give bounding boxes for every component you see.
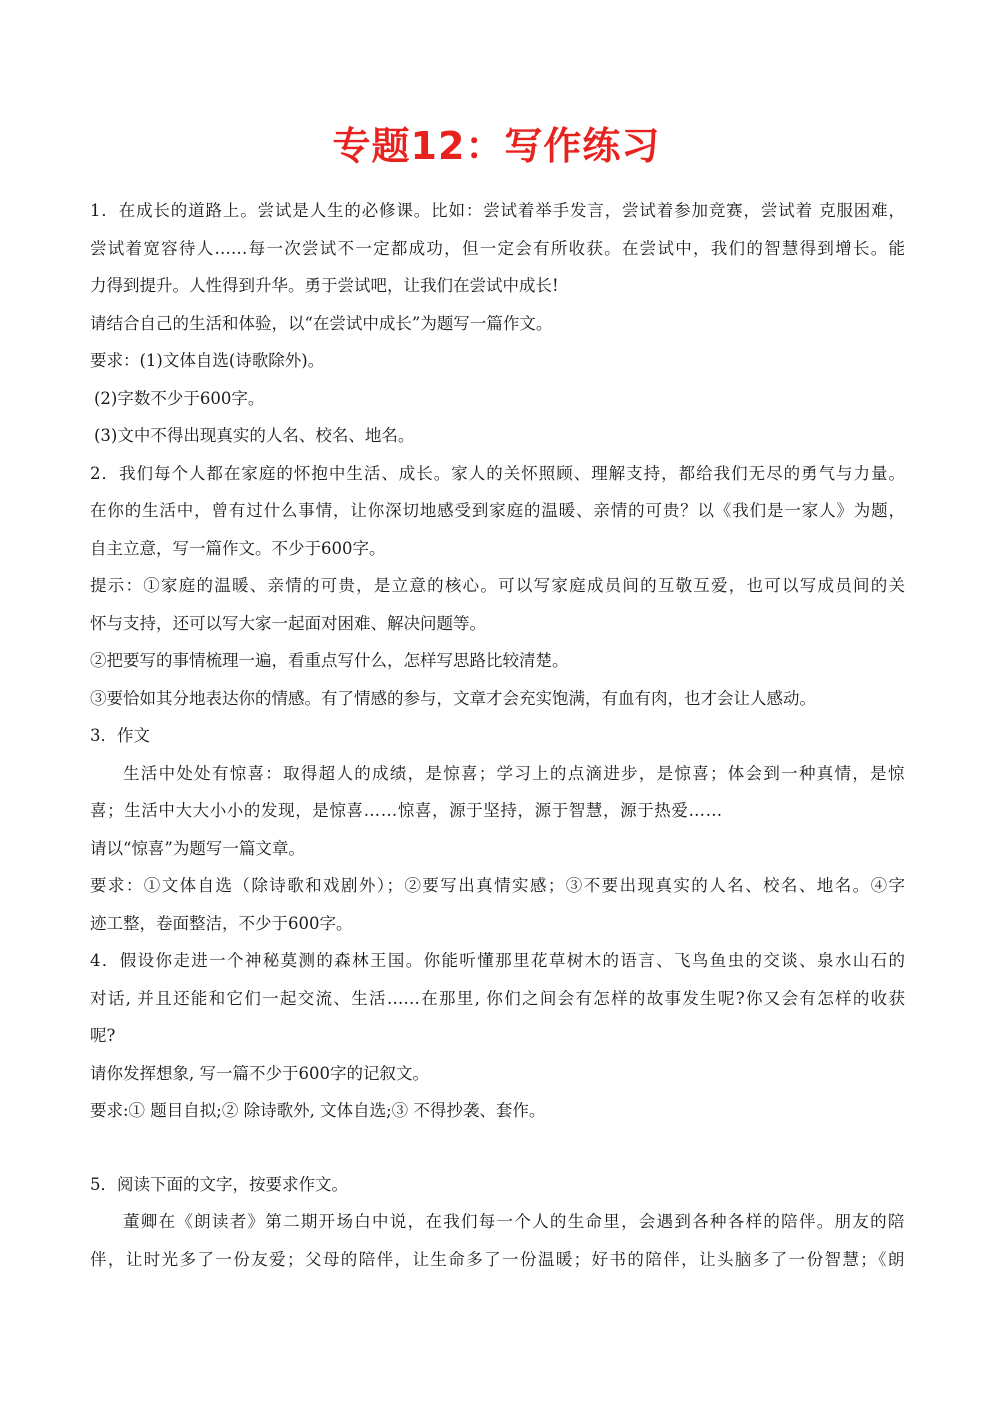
- q2-tip-1-line-2: 怀与支持，还可以写大家一起面对困难、解决问题等。: [90, 613, 486, 633]
- q3-text-line-2: 喜；生活中大大小小的发现，是惊喜……惊喜，源于坚持，源于智慧，源于热爱……: [90, 801, 723, 820]
- q5-text-line-1: 董卿在《朗读者》第二期开场白中说，在我们每一个人的生命里，会遇到各种各样的陪伴。朋友的陪: [123, 1212, 905, 1231]
- q2-text-line-3: 自主立意，写一篇作文。不少于600字。: [90, 538, 386, 558]
- q1-text-line-1: 1．在成长的道路上。尝试是人生的必修课。比如：尝试着举手发言，尝试着参加竞赛，尝试着 克服困难，: [90, 201, 905, 220]
- question-2: [90, 455, 905, 718]
- q3-requirement-line-1: 要求：①文体自选（除诗歌和戏剧外）；②要写出真情实感；③不要出现真实的人名、校名、地名。④字: [90, 876, 905, 895]
- q2-tip-3: ③要恰如其分地表达你的情感。有了情感的参与，文章才会充实饱满，有血有肉，也才会让人感动。: [90, 688, 816, 708]
- question-3: [90, 717, 905, 942]
- q1-prompt: 请结合自己的生活和体验，以“在尝试中成长”为题写一篇作文。: [90, 313, 553, 333]
- q4-requirement: 要求:① 题目自拟;② 除诗歌外, 文体自选;③ 不得抄袭、套作。: [90, 1101, 546, 1120]
- q4-text-line-1: 4．假设你走进一个神秘莫测的森林王国。你能听懂那里花草树木的语言、飞鸟鱼虫的交谈、泉水山石的: [90, 951, 905, 970]
- q1-requirement-2: (2)字数不少于600字。: [94, 388, 265, 408]
- q4-prompt: 请你发挥想象, 写一篇不少于600字的记叙文。: [90, 1063, 429, 1083]
- q3-heading: 3．作文: [90, 726, 150, 745]
- question-4: [90, 942, 905, 1130]
- q1-requirement-1: 要求：(1)文体自选(诗歌除外)。: [90, 351, 325, 370]
- q3-requirement-line-2: 迹工整，卷面整洁，不少于600字。: [90, 913, 353, 933]
- q2-tip-2: ②把要写的事情梳理一遍，看重点写什么，怎样写思路比较清楚。: [90, 651, 569, 670]
- q5-text-line-2: 伴，让时光多了一份友爱；父母的陪伴，让生命多了一份温暖；好书的陪伴，让头脑多了一份智慧；《朗: [90, 1249, 905, 1269]
- section-spacer: [90, 1130, 905, 1166]
- q2-text-line-1: 2．我们每个人都在家庭的怀抱中生活、成长。家人的关怀照顾、理解支持，都给我们无尽的勇气与力量。: [90, 463, 905, 483]
- q3-prompt: 请以“惊喜”为题写一篇文章。: [90, 838, 305, 858]
- question-5: [90, 1166, 905, 1279]
- q1-text-line-2: 尝试着宽容待人……每一次尝试不一定都成功，但一定会有所收获。在尝试中，我们的智慧得到增长。能: [90, 238, 905, 258]
- q5-heading: 5．阅读下面的文字，按要求作文。: [90, 1174, 348, 1194]
- q2-text-line-2: 在你的生活中，曾有过什么事情，让你深切地感受到家庭的温暖、亲情的可贵？以《我们是一家人》为题，: [90, 501, 905, 520]
- q3-text-line-1: 生活中处处有惊喜：取得超人的成绩，是惊喜；学习上的点滴进步，是惊喜；体会到一种真情，是惊: [123, 763, 905, 783]
- question-1: [90, 192, 905, 455]
- q1-requirement-3: (3)文中不得出现真实的人名、校名、地名。: [94, 426, 415, 445]
- q2-tip-1-line-1: 提示：①家庭的温暖、亲情的可贵，是立意的核心。可以写家庭成员间的互敬互爱，也可以写成员间的关: [90, 576, 905, 595]
- q4-text-line-2: 对话, 并且还能和它们一起交流、生活……在那里, 你们之间会有怎样的故事发生呢?你又会有怎样的收获: [90, 988, 905, 1008]
- page-title: 专题12：写作练习: [332, 124, 661, 168]
- q1-text-line-3: 力得到提升。人性得到升华。勇于尝试吧，让我们在尝试中成长!: [90, 276, 559, 295]
- document-body: [90, 192, 905, 1278]
- q4-text-line-3: 呢?: [90, 1026, 116, 1045]
